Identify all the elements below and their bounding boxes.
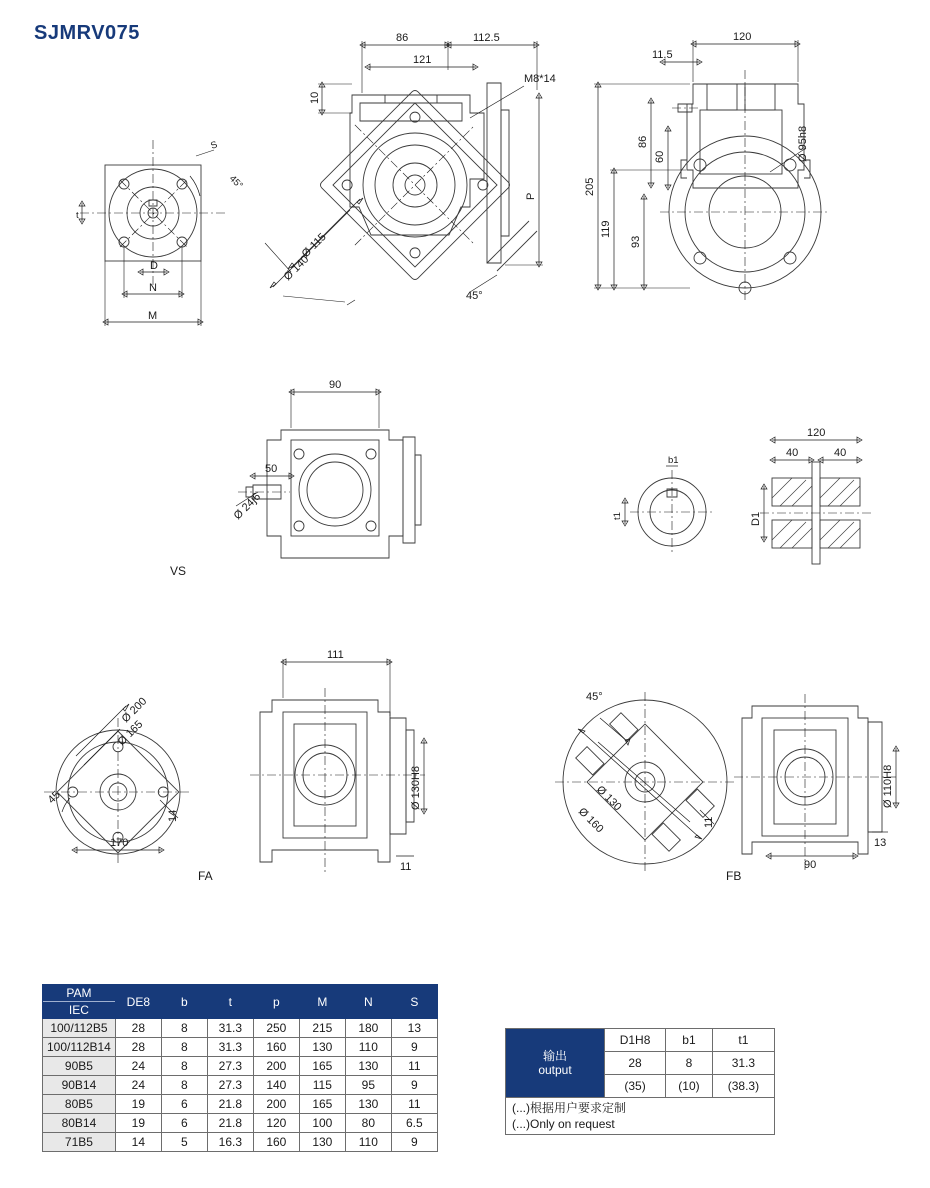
svg-text:Ø 160: Ø 160 [575, 805, 606, 836]
cell: 24 [115, 1076, 161, 1095]
cell: 24 [115, 1057, 161, 1076]
cell: 28 [115, 1038, 161, 1057]
svg-text:D1: D1 [750, 511, 762, 526]
svg-text:14: 14 [167, 809, 179, 822]
col-b: b [161, 985, 207, 1019]
view-top-right [584, 31, 830, 300]
cell: 19 [115, 1114, 161, 1133]
svg-text:Ø 110H8: Ø 110H8 [882, 764, 894, 808]
cell: 11 [391, 1057, 437, 1076]
col-p: p [253, 985, 299, 1019]
table-row [43, 1076, 438, 1095]
svg-text:b1: b1 [668, 455, 679, 466]
svg-text:13: 13 [874, 837, 887, 849]
cell: 160 [253, 1038, 299, 1057]
svg-text:Ø 200: Ø 200 [119, 695, 150, 726]
svg-text:N: N [149, 282, 157, 294]
svg-text:60: 60 [654, 150, 666, 163]
table-row [43, 1038, 438, 1057]
svg-text:t1: t1 [612, 512, 623, 520]
output-note-cn: (...)根据用户要求定制 [512, 1101, 626, 1115]
cell: 11 [391, 1095, 437, 1114]
cell: 31.3 [207, 1038, 253, 1057]
svg-text:45°: 45° [466, 290, 483, 302]
col-t: t [207, 985, 253, 1019]
svg-text:90: 90 [329, 379, 342, 391]
output-side-label [506, 1029, 605, 1098]
svg-text:Ø 95h8: Ø 95h8 [797, 125, 809, 162]
svg-text:121: 121 [413, 54, 432, 66]
cell: 8 [161, 1076, 207, 1095]
cell: 31.3 [207, 1019, 253, 1038]
svg-text:50: 50 [265, 463, 278, 475]
output-note-row [506, 1098, 775, 1135]
view-fa-caption: FA [198, 869, 213, 883]
table-row [43, 1019, 438, 1038]
cell: 130 [299, 1038, 345, 1057]
table-row [43, 1095, 438, 1114]
cell: 9 [391, 1076, 437, 1095]
svg-text:11: 11 [400, 861, 412, 873]
row-label: 90B5 [43, 1057, 116, 1076]
cell: 110 [345, 1038, 391, 1057]
cell: 165 [299, 1057, 345, 1076]
cell: (35) [605, 1075, 666, 1098]
cell: 31.3 [712, 1052, 774, 1075]
col-s: S [391, 985, 437, 1019]
svg-text:Ø 140: Ø 140 [281, 253, 312, 284]
svg-text:93: 93 [630, 235, 642, 248]
row-label: 100/112B5 [43, 1019, 116, 1038]
page-title: SJMRV075 [34, 22, 140, 44]
cell: 21.8 [207, 1114, 253, 1133]
cell: 200 [253, 1095, 299, 1114]
cell: 115 [299, 1076, 345, 1095]
svg-text:40: 40 [834, 447, 847, 459]
svg-text:120: 120 [807, 427, 826, 439]
pam-iec-header [43, 985, 116, 1019]
svg-text:86: 86 [637, 135, 649, 148]
cell: 6.5 [391, 1114, 437, 1133]
output-table [505, 1028, 775, 1135]
cell: 6 [161, 1095, 207, 1114]
cell: 5 [161, 1133, 207, 1152]
pam-table [42, 984, 438, 1152]
cell: 14 [115, 1133, 161, 1152]
svg-text:170: 170 [110, 837, 129, 849]
view-flange-left [76, 139, 245, 326]
cell: 215 [299, 1019, 345, 1038]
table-header-row [43, 985, 438, 1019]
cell: 250 [253, 1019, 299, 1038]
cell: 160 [253, 1133, 299, 1152]
svg-text:111: 111 [327, 649, 344, 661]
svg-text:119: 119 [600, 220, 612, 238]
svg-text:Ø 115: Ø 115 [299, 231, 329, 261]
cell: 27.3 [207, 1057, 253, 1076]
row-label: 100/112B14 [43, 1038, 116, 1057]
row-label: 80B14 [43, 1114, 116, 1133]
cell: 200 [253, 1057, 299, 1076]
cell: 165 [299, 1095, 345, 1114]
svg-text:D: D [150, 260, 158, 272]
cell: 95 [345, 1076, 391, 1095]
svg-text:S: S [209, 139, 219, 152]
view-hollow-shaft [750, 427, 872, 564]
cell: 8 [161, 1038, 207, 1057]
view-fb [555, 691, 899, 883]
svg-text:P: P [525, 192, 537, 200]
svg-text:t: t [76, 210, 79, 221]
view-fa [44, 649, 427, 883]
cell: 8 [666, 1052, 713, 1075]
svg-text:Ø 130: Ø 130 [593, 783, 624, 814]
row-label: 80B5 [43, 1095, 116, 1114]
svg-text:Ø 24j6: Ø 24j6 [231, 490, 264, 523]
svg-text:M: M [148, 310, 158, 322]
cell: 13 [391, 1019, 437, 1038]
svg-text:40: 40 [786, 447, 799, 459]
cell: 100 [299, 1114, 345, 1133]
col-d1h8: D1H8 [605, 1029, 666, 1052]
col-m: M [299, 985, 345, 1019]
cell: 28 [605, 1052, 666, 1075]
cell: 19 [115, 1095, 161, 1114]
col-t1: t1 [712, 1029, 774, 1052]
view-vs-caption: VS [170, 564, 187, 578]
output-header-row [506, 1029, 775, 1052]
cell: 130 [345, 1057, 391, 1076]
table-row [43, 1057, 438, 1076]
cell: 8 [161, 1057, 207, 1076]
view-vs [170, 379, 421, 578]
cell: 80 [345, 1114, 391, 1133]
svg-text:M8*14: M8*14 [524, 73, 556, 85]
table-row [43, 1133, 438, 1152]
output-notes [506, 1098, 775, 1135]
svg-text:86: 86 [396, 32, 409, 44]
output-note-en: (...)Only on request [512, 1117, 615, 1131]
cell: (38.3) [712, 1075, 774, 1098]
view-top-center [0, 0, 556, 305]
cell: 130 [345, 1095, 391, 1114]
col-n: N [345, 985, 391, 1019]
iec-header-label: IEC [68, 1003, 89, 1017]
cell: 180 [345, 1019, 391, 1038]
table-row [43, 1114, 438, 1133]
svg-text:45°: 45° [226, 173, 245, 192]
svg-text:11.5: 11.5 [652, 49, 673, 61]
pam-header-label: PAM [43, 985, 115, 1002]
cell: 120 [253, 1114, 299, 1133]
col-de8: DE8 [115, 985, 161, 1019]
output-label-en: output [538, 1063, 572, 1077]
view-key-section [612, 455, 714, 554]
svg-text:45°: 45° [586, 691, 603, 703]
svg-text:120: 120 [733, 31, 752, 43]
col-b1: b1 [666, 1029, 713, 1052]
view-fb-caption: FB [726, 869, 742, 883]
cell: 6 [161, 1114, 207, 1133]
svg-text:Ø 130H8: Ø 130H8 [410, 765, 422, 810]
cell: 16.3 [207, 1133, 253, 1152]
cell: 140 [253, 1076, 299, 1095]
cell: 130 [299, 1133, 345, 1152]
svg-text:90: 90 [804, 859, 817, 871]
cell: 9 [391, 1133, 437, 1152]
cell: 110 [345, 1133, 391, 1152]
output-table-wrap [505, 1028, 775, 1135]
svg-text:Ø 165: Ø 165 [115, 718, 146, 749]
svg-text:112.5: 112.5 [473, 32, 500, 44]
cell: 28 [115, 1019, 161, 1038]
row-label: 71B5 [43, 1133, 116, 1152]
row-label: 90B14 [43, 1076, 116, 1095]
cell: 21.8 [207, 1095, 253, 1114]
svg-text:205: 205 [584, 177, 596, 196]
svg-text:11: 11 [703, 816, 715, 828]
svg-text:45: 45 [45, 788, 63, 807]
pam-table-wrap [42, 984, 438, 1152]
cell: 27.3 [207, 1076, 253, 1095]
output-label-cn: 输出 [542, 1049, 567, 1063]
cell: (10) [666, 1075, 713, 1098]
cell: 9 [391, 1038, 437, 1057]
svg-text:10: 10 [309, 91, 321, 104]
cell: 8 [161, 1019, 207, 1038]
